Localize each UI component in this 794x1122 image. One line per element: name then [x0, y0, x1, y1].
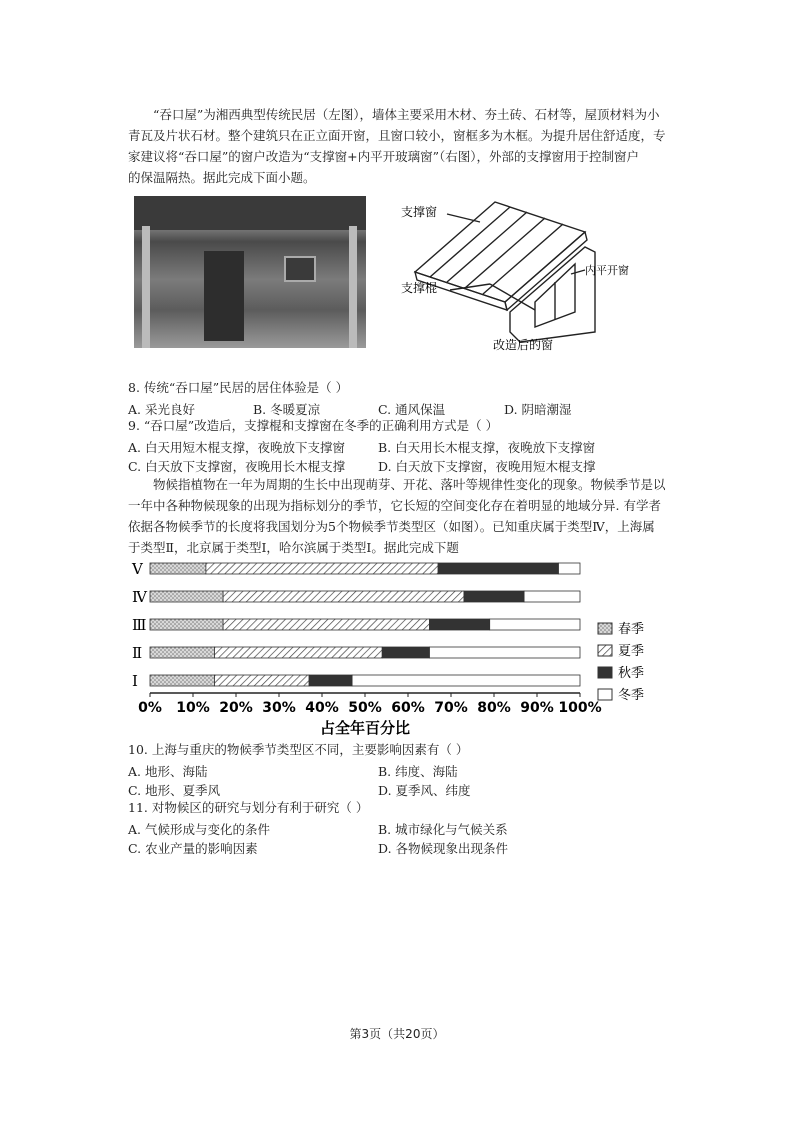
legend-label: 冬季	[618, 688, 645, 703]
category-label: Ⅳ	[132, 588, 147, 606]
x-tick-label: 40%	[305, 700, 339, 716]
q10-option-a[interactable]: A. 地形、海陆	[128, 764, 208, 779]
bar-segment	[464, 591, 524, 602]
question-8-stem: 8. 传统“吞口屋”民居的居住体验是（ ）	[128, 380, 349, 395]
q9-option-a[interactable]: A. 白天用短木棍支撑，夜晚放下支撑窗	[128, 440, 345, 455]
legend-swatch	[598, 645, 612, 656]
intro-paragraph	[128, 104, 668, 188]
x-tick-label: 50%	[348, 700, 382, 716]
intro-line: 的保温隔热。据此完成下面小题。	[128, 170, 316, 185]
intro-line: 青瓦及片状石材。整个建筑只在正立面开窗，且窗口较小，窗框多为木框。为提升居住舒适度，专	[128, 128, 666, 143]
category-label: Ⅲ	[132, 616, 147, 634]
q8-option-b[interactable]: B. 冬暖夏凉	[253, 402, 321, 417]
window-diagram	[395, 192, 635, 362]
house-photo	[134, 196, 366, 348]
bar-segment	[150, 619, 223, 630]
phenology-chart	[130, 555, 650, 745]
bar-segment	[215, 675, 310, 686]
legend-label: 秋季	[618, 666, 645, 681]
support-window-label: 支撑窗	[401, 205, 438, 219]
category-label: Ⅴ	[132, 560, 143, 578]
bar-segment	[150, 563, 206, 574]
bar-segment	[524, 591, 580, 602]
legend-label: 春季	[618, 622, 645, 637]
q11-option-c[interactable]: C. 农业产量的影响因素	[128, 841, 258, 856]
x-tick-label: 70%	[434, 700, 468, 716]
question-11-stem: 11. 对物候区的研究与划分有利于研究（ ）	[128, 800, 369, 815]
q9-option-b[interactable]: B. 白天用长木棍支撑，夜晚放下支撑窗	[378, 440, 596, 455]
legend-label: 夏季	[618, 644, 645, 659]
intro2-line: 物候指植物在一年为周期的生长中出现萌芽、开花、落叶等规律性变化的现象。物候季节是以	[153, 477, 666, 492]
x-tick-label: 90%	[520, 700, 554, 716]
q8-option-d[interactable]: D. 阴暗潮湿	[504, 402, 572, 417]
bar-segment	[430, 647, 581, 658]
q8-option-c[interactable]: C. 通风保温	[378, 402, 446, 417]
q9-option-c[interactable]: C. 白天放下支撑窗，夜晚用长木棍支撑	[128, 459, 346, 474]
page-number: 第3页（共20页）	[349, 1027, 445, 1041]
x-tick-label: 30%	[262, 700, 296, 716]
bar-segment	[206, 563, 438, 574]
bar-segment	[150, 675, 215, 686]
bar-segment	[150, 647, 215, 658]
q11-option-a[interactable]: A. 气候形成与变化的条件	[128, 822, 270, 837]
x-tick-label: 80%	[477, 700, 511, 716]
q8-option-a[interactable]: A. 采光良好	[128, 402, 195, 417]
intro-line: “吞口屋”为湘西典型传统民居（左图），墙体主要采用木材、夯土砖、石材等，屋顶材料为小	[153, 107, 660, 122]
bar-segment	[430, 619, 490, 630]
bar-segment	[559, 563, 581, 574]
inner-window-label: 内平开窗	[585, 264, 629, 277]
legend-swatch	[598, 623, 612, 634]
q11-option-b[interactable]: B. 城市绿化与气候关系	[378, 822, 508, 837]
q9-option-d[interactable]: D. 白天放下支撑窗，夜晚用短木棍支撑	[378, 459, 596, 474]
intro2-line: 一年中各种物候现象的出现为指标划分的季节，它长短的空间变化存在着明显的地域分异. 有学者	[128, 498, 661, 513]
legend-swatch	[598, 689, 612, 700]
q10-option-b[interactable]: B. 纬度、海陆	[378, 764, 458, 779]
bar-segment	[352, 675, 580, 686]
legend-swatch	[598, 667, 612, 678]
q10-option-d[interactable]: D. 夏季风、纬度	[378, 783, 471, 798]
x-tick-label: 0%	[138, 700, 162, 716]
bar-segment	[215, 647, 383, 658]
x-tick-label: 20%	[219, 700, 253, 716]
q11-option-d[interactable]: D. 各物候现象出现条件	[378, 841, 509, 856]
bar-segment	[309, 675, 352, 686]
x-tick-label: 60%	[391, 700, 425, 716]
intro-line: 家建议将“吞口屋”的窗户改造为“支撑窗+内平开玻璃窗”（右图），外部的支撑窗用于控制窗户	[128, 149, 640, 164]
x-axis-title: 占全年百分比	[319, 719, 411, 737]
question-9-stem: 9. “吞口屋”改造后，支撑棍和支撑窗在冬季的正确利用方式是（ ）	[128, 418, 499, 433]
support-stick-label: 支撑棍	[401, 281, 438, 295]
category-label: Ⅰ	[132, 672, 138, 690]
intro2-line: 于类型Ⅱ，北京属于类型Ⅰ，哈尔滨属于类型Ⅰ。据此完成下题	[128, 540, 459, 555]
x-tick-label: 10%	[176, 700, 210, 716]
bar-segment	[223, 619, 429, 630]
question-10-stem: 10. 上海与重庆的物候季节类型区不同，主要影响因素有（ ）	[128, 742, 469, 757]
q10-option-c[interactable]: C. 地形、夏季风	[128, 783, 221, 798]
bar-segment	[490, 619, 580, 630]
bar-segment	[438, 563, 558, 574]
bar-segment	[150, 591, 223, 602]
category-label: Ⅱ	[132, 644, 143, 662]
phenology-paragraph	[128, 474, 668, 558]
intro2-line: 依据各物候季节的长度将我国划分为5个物候季节类型区（如图）。已知重庆属于类型Ⅳ，上海属	[128, 519, 655, 534]
diagram-caption: 改造后的窗	[493, 338, 554, 352]
bar-segment	[223, 591, 464, 602]
bar-segment	[382, 647, 429, 658]
x-tick-label: 100%	[558, 700, 602, 716]
